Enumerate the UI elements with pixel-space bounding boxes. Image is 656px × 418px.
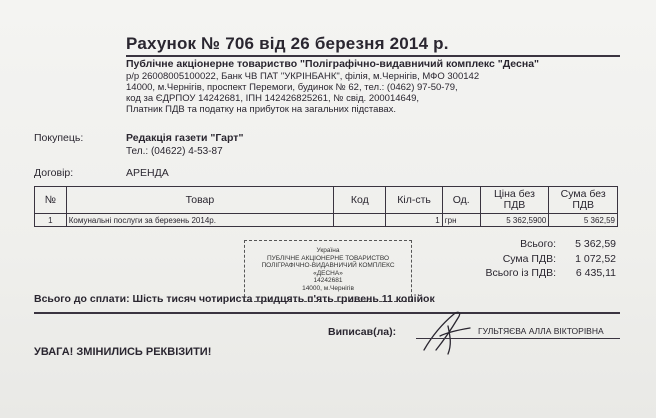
- header-sum: Сума без ПДВ: [549, 187, 618, 214]
- buyer-name: Редакція газети "Гарт": [126, 132, 244, 144]
- row-unit: грн: [442, 214, 480, 227]
- invoice-title: Рахунок № 706 від 26 березня 2014 р.: [126, 34, 449, 53]
- signed-by-label: Виписав(ла):: [328, 326, 397, 338]
- buyer-label: Покупець:: [34, 132, 84, 144]
- header-code: Код: [334, 187, 386, 214]
- supplier-tax-line: Платник ПДВ та податку на прибуток на загальних підставах.: [126, 104, 397, 115]
- vat-label: Сума ПДВ:: [502, 253, 556, 265]
- header-unit: Од.: [442, 187, 480, 214]
- header-no: №: [35, 187, 67, 214]
- vat-value: 1 072,52: [575, 253, 616, 265]
- header-qty: Кіл-сть: [386, 187, 442, 214]
- contract-label: Договір:: [34, 167, 74, 179]
- supplier-name: Публічне акціонерне товариство "Поліграфічно-видавничий комплекс "Десна": [126, 58, 540, 70]
- row-price: 5 362,5900: [480, 214, 549, 227]
- total-vat-value: 6 435,11: [575, 267, 616, 279]
- stamp-company-type: ПОЛІГРАФІЧНО-ВИДАВНИЧИЙ КОМПЛЕКС: [261, 262, 395, 269]
- signature-mark: [418, 306, 478, 358]
- header-item: Товар: [66, 187, 333, 214]
- stamp-country: Україна: [316, 247, 340, 254]
- contract-value: АРЕНДА: [126, 167, 169, 179]
- warning-notice: УВАГА! ЗМІНИЛИСЬ РЕКВІЗИТИ!: [34, 346, 212, 358]
- supplier-block: [126, 58, 616, 115]
- stamp-company: ПУБЛІЧНЕ АКЦІОНЕРНЕ ТОВАРИСТВО: [266, 254, 390, 262]
- items-table: [34, 186, 618, 227]
- payment-divider: [34, 312, 620, 314]
- row-code: [334, 214, 386, 227]
- row-sum: 5 362,59: [549, 214, 618, 227]
- supplier-address-line: 14000, м.Чернігів, проспект Перемоги, будинок № 62, тел.: (0462) 97-50-79,: [126, 82, 458, 93]
- title-divider: [126, 55, 620, 57]
- signature-line: [416, 338, 620, 339]
- row-qty: 1: [386, 214, 442, 227]
- row-no: 1: [35, 214, 67, 227]
- stamp-address: 14000, м.Чернігів: [302, 284, 354, 292]
- stamp-code: 14242681: [313, 277, 343, 284]
- supplier-codes-line: код за ЄДРПОУ 14242681, ІПН 142426825261, № свід. 200014649,: [126, 93, 420, 104]
- sum-in-words: Всього до сплати: Шість тисяч чотириста тридцять п'ять гривень 11 копійок: [34, 293, 435, 305]
- header-price: Ціна без ПДВ: [480, 187, 549, 214]
- stamp-company-name: «ДЕСНА»: [313, 269, 343, 277]
- row-item: Комунальні послуги за березень 2014р.: [66, 214, 333, 227]
- total-vat-label: Всього із ПДВ:: [485, 267, 556, 279]
- buyer-phone: Тел.: (04622) 4-53-87: [126, 146, 223, 157]
- total-label: Всього:: [520, 238, 556, 250]
- table-header-row: [35, 187, 618, 214]
- table-row: [35, 214, 618, 227]
- total-value: 5 362,59: [575, 238, 616, 250]
- signer-name: ГУЛЬТЯЄВА АЛЛА ВІКТОРІВНА: [478, 326, 604, 336]
- supplier-bank-line: р/р 26008005100022, Банк ЧВ ПАТ "УКРІНБАНК", філія, м.Чернігів, МФО 300142: [126, 71, 480, 82]
